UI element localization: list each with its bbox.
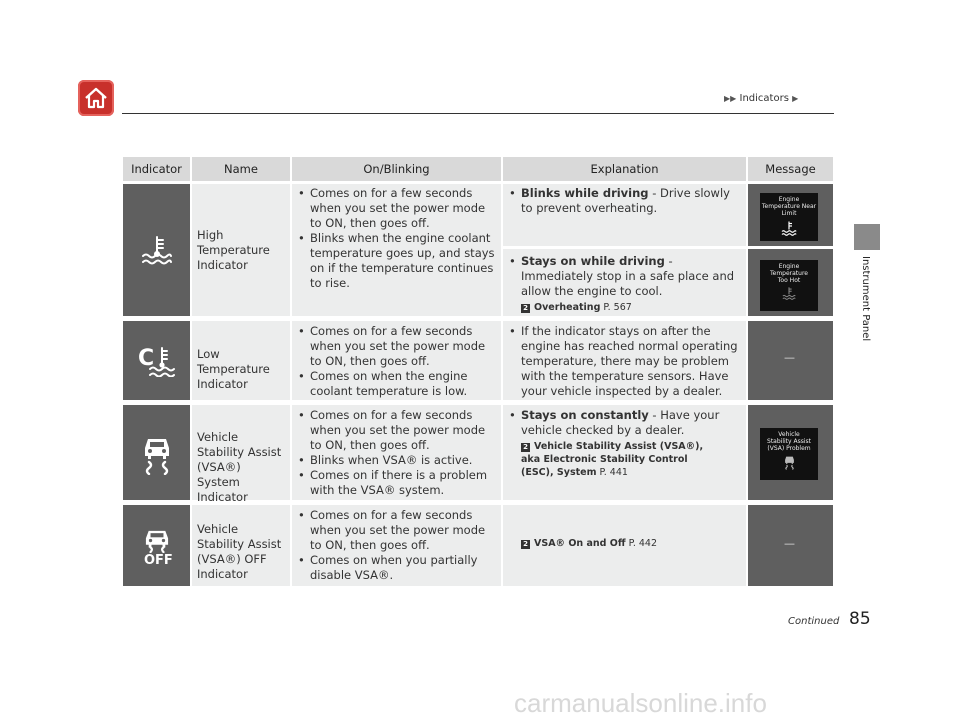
vsa-off-icon [143,529,171,553]
indicator-name: Low Temperature Indicator [197,347,270,391]
message-cell [748,184,833,246]
svg-text:C: C [138,346,155,371]
continued-label: Continued [788,616,840,627]
list-item: • Blinks when the engine coolant temperature goes up, and stays on if the temperature continues to rise. [296,231,497,291]
explanation-text: - Have your vehicle checked by a dealer. [521,408,720,437]
indicator-name: High Temperature Indicator [197,228,270,272]
list-item: • Comes on when the engine coolant temperature is low. [296,369,497,399]
explanation-cell [503,321,746,400]
list-item [507,254,742,299]
watermark: carmanualsonline.info [514,688,767,718]
breadcrumb-arrows: ▶▶ [724,94,737,103]
indicator-name: Vehicle Stability Assist (VSA®) OFF Indicator [197,522,282,581]
indicator-cell [123,405,190,500]
on-blinking-cell [292,321,501,400]
reference-title: Overheating [534,302,601,313]
home-button[interactable] [78,80,114,116]
explanation-bold: Blinks while driving [521,186,649,200]
on-blinking-cell [292,505,501,586]
on-blinking-list [296,186,497,291]
header-explanation: Explanation [503,157,746,181]
list-item: • If the indicator stays on after the engine has reached normal operating temperature, there may be problem with the temperature sensors. Have your vehicle inspected by a dealer. [507,324,742,399]
explanation-text: - Drive slowly to prevent overheating. [521,186,730,215]
breadcrumb[interactable] [724,93,798,104]
list-item [507,408,742,438]
list-item: • Comes on for a few seconds when you set the power mode to ON, then goes off. [296,508,497,553]
reference-title: VSA® On and Off [534,538,626,549]
on-blinking-cell [292,184,501,316]
message-screen [760,193,818,241]
explanation-cell [503,184,746,246]
list-item: • Comes on if there is a problem with the VSA® system. [296,468,497,498]
header-indicator: Indicator [123,157,190,181]
page-reference-link[interactable] [521,301,742,314]
page-reference-link[interactable] [521,440,742,479]
name-cell [192,321,290,400]
off-label: OFF [144,553,173,568]
high-temperature-icon [781,220,797,236]
message-cell [748,249,833,316]
header-rule [122,113,834,114]
on-blinking-list [296,508,497,583]
indicator-cell [123,184,190,316]
indicator-cell [123,321,190,400]
reference-page: P. 567 [600,302,632,313]
message-cell [748,321,833,400]
explanation-text: - Immediately stop in a safe place and allow the engine to cool. [521,254,735,298]
explanation-list [507,186,742,216]
list-item: • Comes on for a few seconds when you set the power mode to ON, then goes off. [296,186,497,231]
explanation-cell [503,505,746,586]
list-item [507,186,742,216]
indicator-name: Vehicle Stability Assist (VSA®) System Indicator [197,430,282,504]
message-cell [748,405,833,500]
side-tab-marker[interactable] [854,224,880,250]
list-item: • Comes on for a few seconds when you set the power mode to ON, then goes off. [296,408,497,453]
list-item: • Comes on when you partially disable VSA®. [296,553,497,583]
no-message-dash: — [784,351,795,364]
page-reference-link[interactable] [521,537,657,550]
message-screen [760,428,818,480]
message-text: Engine Temperature Too Hot [769,263,808,284]
high-temperature-icon [141,235,173,265]
message-text: Vehicle Stability Assist (VSA) Problem [767,431,811,452]
explanation-list [507,254,742,299]
reference-page: P. 441 [596,467,628,478]
list-item: • Blinks when VSA® is active. [296,453,497,468]
on-blinking-list [296,408,497,498]
explanation-list [507,408,742,438]
reference-title: Vehicle Stability Assist (VSA®), aka Electronic Stability Control (ESC), System [521,441,704,478]
list-item: • Comes on for a few seconds when you set the power mode to ON, then goes off. [296,324,497,369]
explanation-list [507,324,742,399]
explanation-cell [503,249,746,316]
name-cell [192,405,290,504]
explanation-bold: Stays on constantly [521,408,649,422]
header-message: Message [748,157,833,181]
reference-arrow-icon: 2 [521,540,530,549]
message-text: Engine Temperature Near Limit [761,196,817,217]
header-on-blinking: On/Blinking [292,157,501,181]
message-screen [760,260,818,311]
indicator-cell [123,505,190,586]
reference-arrow-icon: 2 [521,443,530,452]
high-temperature-icon [782,286,796,300]
low-temperature-icon [138,345,176,377]
name-cell [192,184,290,316]
breadcrumb-end-arrow: ▶ [792,94,799,103]
side-tab-label: Instrument Panel [860,256,871,342]
breadcrumb-label: Indicators [739,93,789,104]
no-message-dash: — [784,537,795,550]
reference-page: P. 442 [625,538,658,549]
name-cell [192,505,290,586]
home-icon [82,84,110,112]
explanation-bold: Stays on while driving [521,254,665,268]
header-name: Name [192,157,290,181]
vsa-skid-car-icon [142,435,172,475]
on-blinking-list [296,324,497,399]
on-blinking-cell [292,405,501,500]
vsa-skid-car-icon [784,455,795,470]
explanation-cell [503,405,746,500]
page-number: 85 [849,609,871,629]
reference-arrow-icon: 2 [521,304,530,313]
message-cell [748,505,833,586]
